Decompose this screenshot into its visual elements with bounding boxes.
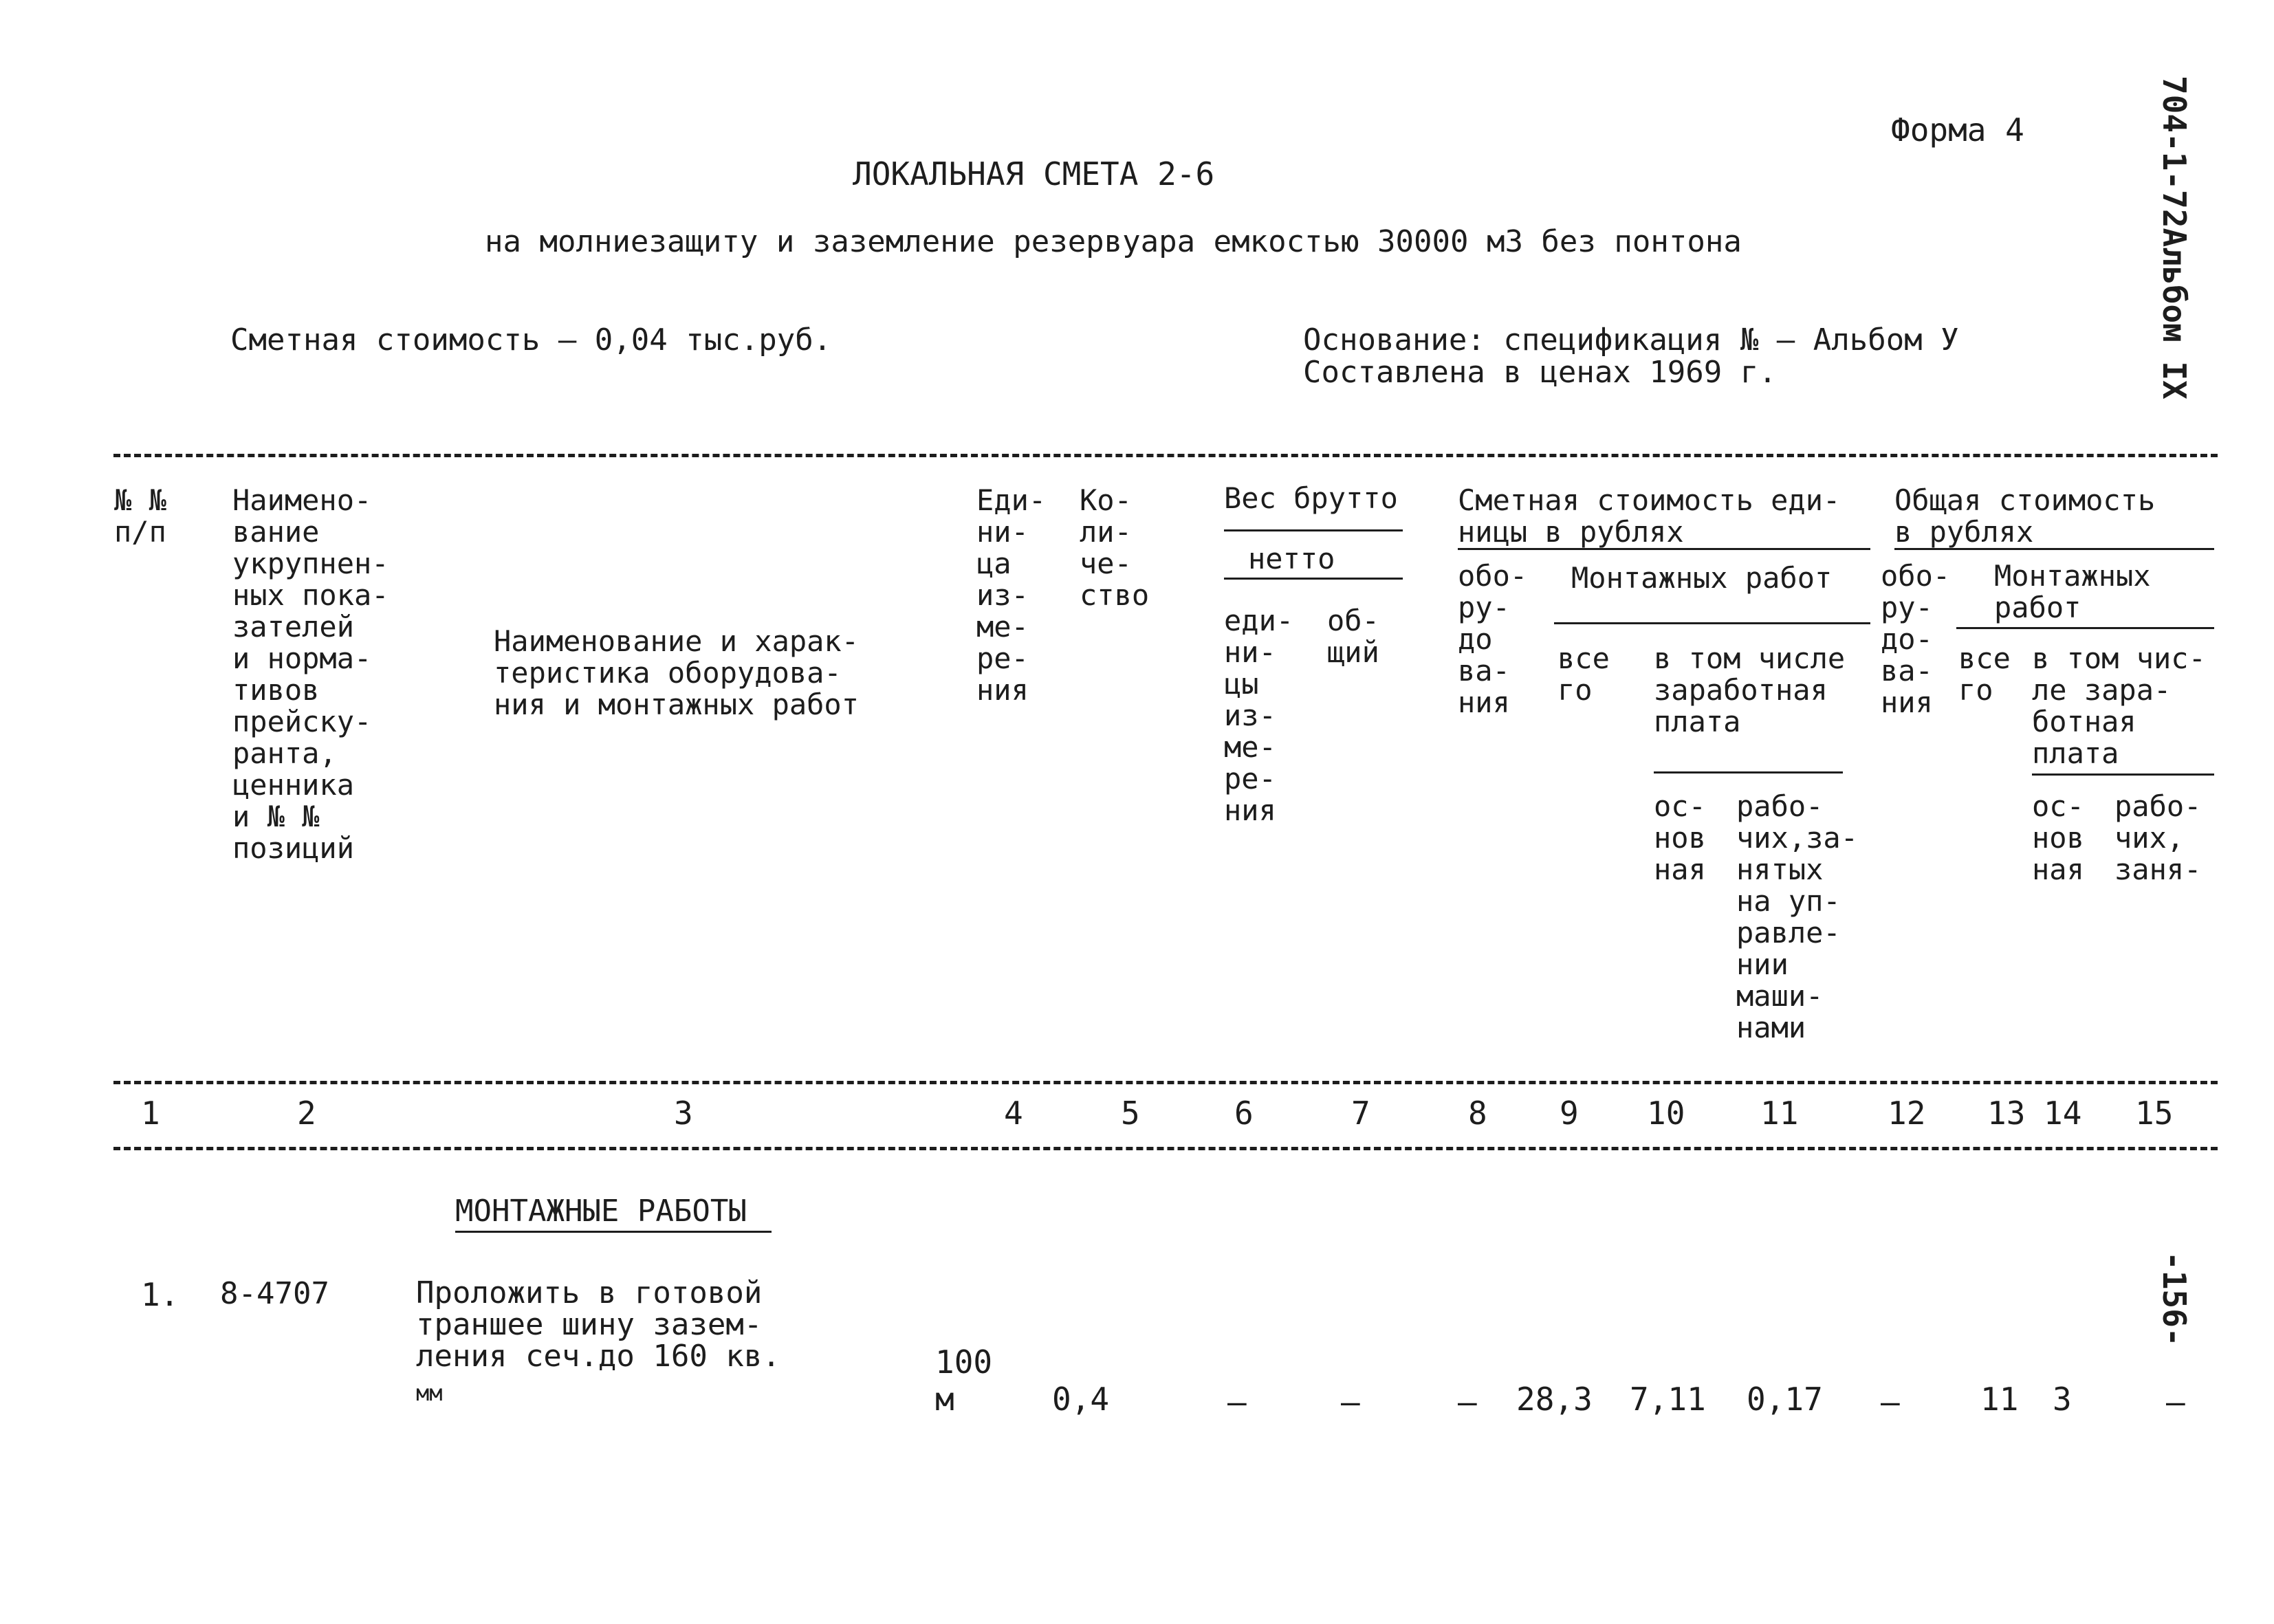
row-equipment-total: –	[1881, 1383, 1900, 1420]
col-13-header: все го	[1958, 641, 2011, 707]
col-number: 12	[1888, 1095, 1926, 1132]
col-number: 13	[1987, 1095, 2026, 1132]
row-mounting-total: 11	[1980, 1381, 2019, 1418]
page-number-side: -156-	[2156, 1251, 2193, 1347]
row-unit-bottom: м	[935, 1381, 954, 1418]
header-top-rule	[113, 454, 2218, 457]
row-machine-wage: 0,17	[1747, 1381, 1823, 1418]
row-code: 8-4707	[220, 1276, 329, 1311]
row-basic-wage: 7,11	[1630, 1381, 1706, 1418]
total-cost-group-rule	[1894, 548, 2214, 550]
prices-year: Составлена в ценах 1969 г.	[1303, 355, 1777, 390]
col-7-header: об- щий	[1327, 604, 1379, 669]
col-number: 15	[2135, 1095, 2174, 1132]
col-number: 3	[674, 1095, 693, 1132]
incl-wage-2-header: в том чис- ле зара- ботная плата	[2032, 641, 2206, 770]
col-number: 5	[1121, 1095, 1140, 1132]
col-number: 14	[2044, 1095, 2082, 1132]
weight-net-header: нетто	[1248, 542, 1335, 575]
col-number: 11	[1760, 1095, 1799, 1132]
col-number: 8	[1468, 1095, 1487, 1132]
unit-cost-group-rule	[1458, 548, 1870, 550]
col-number: 1	[141, 1095, 160, 1132]
col-4-header: Еди- ни- ца из- ме- ре- ния	[976, 483, 1047, 707]
section-title-underline	[455, 1231, 772, 1233]
unit-cost-group-header: Сметная стоимость еди- ницы в рублях	[1458, 483, 1841, 549]
col-number: 7	[1351, 1095, 1370, 1132]
total-cost-group-header: Общая стоимость в рублях	[1894, 483, 2156, 549]
estimated-cost: Сметная стоимость – 0,04 тыс.руб.	[230, 322, 832, 358]
row-weight-total: –	[1341, 1383, 1360, 1420]
col-5-header: Ко- ли- че- ство	[1080, 483, 1150, 612]
incl-wage-header: в том числе заработная плата	[1654, 641, 1846, 738]
col-14-header: ос- нов ная	[2032, 789, 2084, 886]
mounting-works-rule	[1554, 622, 1870, 624]
col-9-header: все го	[1557, 641, 1610, 707]
col-12-header: обо- ру- до- ва- ния	[1881, 559, 1951, 719]
col-number: 10	[1647, 1095, 1685, 1132]
row-quantity: 0,4	[1052, 1381, 1110, 1418]
weight-group-header: Вес брутто	[1224, 481, 1398, 515]
numbers-top-rule	[113, 1081, 2218, 1084]
col-8-header: обо- ру- до ва- ния	[1458, 559, 1528, 719]
document-subtitle: на молниезащиту и заземление резервуара емкостью 30000 м3 без понтона	[485, 224, 1742, 259]
document-title: ЛОКАЛЬНАЯ СМЕТА 2-6	[853, 155, 1215, 193]
section-title: МОНТАЖНЫЕ РАБОТЫ	[455, 1194, 747, 1229]
col-number: 2	[297, 1095, 316, 1132]
incl-wage-2-rule	[2032, 773, 2214, 776]
weight-net-rule	[1224, 578, 1403, 580]
incl-wage-rule	[1654, 771, 1843, 773]
col-15-header: рабо- чих, заня-	[2114, 789, 2202, 886]
numbers-bottom-rule	[113, 1147, 2218, 1150]
basis-line: Основание: спецификация № – Альбом У	[1303, 322, 1959, 358]
col-2-header: Наимено- вание укрупнен- ных пока- зателей и норма- тивов прейску- ранта, ценника и № № позиций	[232, 483, 389, 865]
album-side-label: 704-1-72Альбом IX	[2156, 76, 2193, 399]
row-number: 1.	[141, 1276, 179, 1313]
row-equipment-unit-cost: –	[1458, 1383, 1477, 1420]
row-mounting-unit-total: 28,3	[1516, 1381, 1593, 1418]
row-machine-wage-total: –	[2166, 1383, 2185, 1420]
mounting-works-2-header: Монтажных работ	[1994, 559, 2151, 624]
mounting-works-2-rule	[1956, 627, 2214, 629]
form-label: Форма 4	[1891, 111, 2024, 149]
row-description-tail: мм	[416, 1380, 443, 1406]
row-weight-unit: –	[1227, 1383, 1247, 1420]
col-3-header: Наименование и харак- теристика оборудова- ния и монтажных работ	[494, 624, 860, 721]
row-description: Проложить в готовой траншее шину зазем- ления сеч.до 160 кв.	[416, 1275, 780, 1374]
weight-group-rule	[1224, 529, 1403, 531]
col-11-header: рабо- чих,за- нятых на уп- равле- нии маши- нами	[1736, 789, 1859, 1044]
col-number: 6	[1234, 1095, 1254, 1132]
col-1-header: № № п/п	[114, 483, 166, 549]
row-unit-top: 100	[935, 1343, 993, 1381]
mounting-works-header: Монтажных работ	[1571, 561, 1833, 595]
row-basic-wage-total: 3	[2053, 1381, 2072, 1418]
col-number: 4	[1004, 1095, 1023, 1132]
col-10-header: ос- нов ная	[1654, 789, 1706, 886]
col-number: 9	[1560, 1095, 1579, 1132]
col-6-header: еди- ни- цы из- ме- ре- ния	[1224, 604, 1294, 827]
